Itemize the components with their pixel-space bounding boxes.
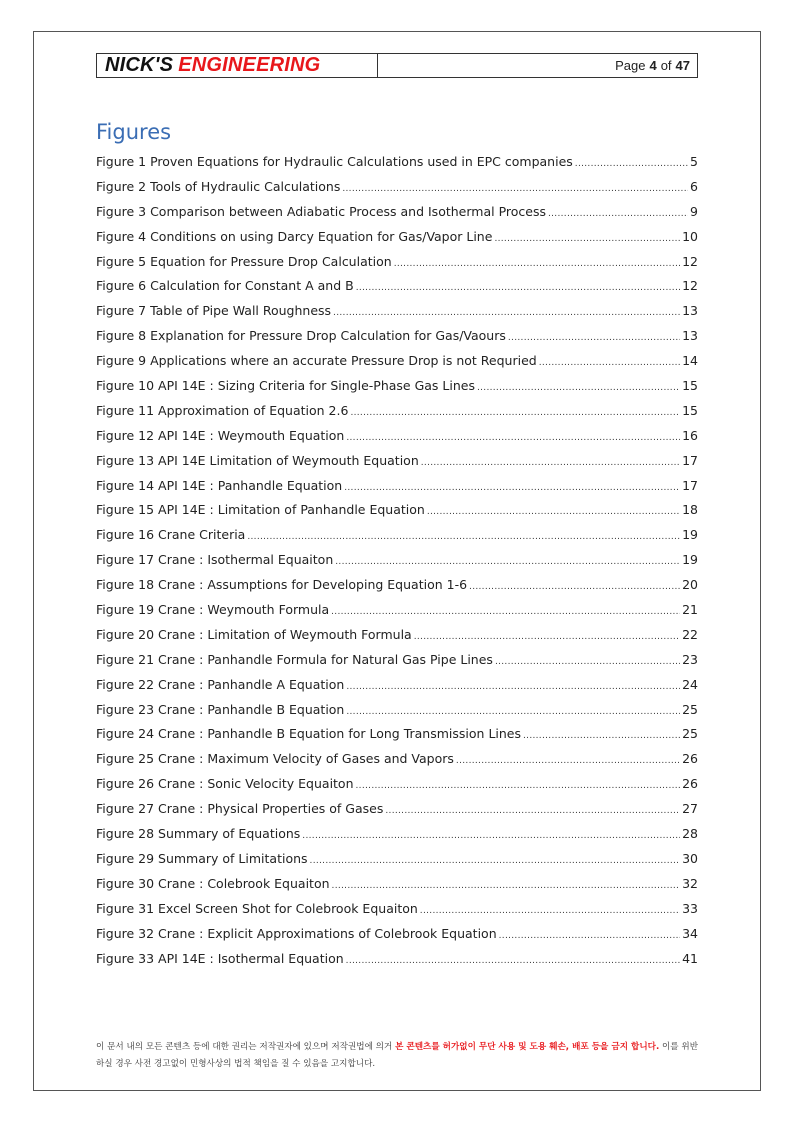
toc-entry-page: 30 xyxy=(682,850,698,866)
toc-entry-label: Figure 32 Crane : Explicit Approximations of Colebrook Equation xyxy=(96,925,497,941)
copyright-text-start: 이 문서 내의 모든 콘텐츠 등에 대한 권리는 저작권자에 있으며 저작권법에 의거 xyxy=(96,1042,396,1052)
copyright-notice xyxy=(96,1039,698,1073)
toc-entry-page: 28 xyxy=(682,826,698,842)
toc-entry[interactable] xyxy=(96,801,698,826)
toc-entry-label: Figure 20 Crane : Limitation of Weymouth Formula xyxy=(96,626,412,642)
toc-entry[interactable] xyxy=(96,552,698,577)
toc-entry-label: Figure 21 Crane : Panhandle Formula for Natural Gas Pipe Lines xyxy=(96,651,493,667)
copyright-warning: 본 콘텐츠를 허가없이 무단 사용 및 도용 훼손, 배포 등을 금지 합니다. xyxy=(395,1042,660,1052)
toc-entry-label: Figure 14 API 14E : Panhandle Equation xyxy=(96,477,343,493)
toc-entry-label: Figure 26 Crane : Sonic Velocity Equaiton xyxy=(96,776,354,792)
toc-entry-label: Figure 11 Approximation of Equation 2.6 xyxy=(96,402,349,418)
toc-entry-label: Figure 31 Excel Screen Shot for Colebrook Equaiton xyxy=(96,900,418,916)
toc-dot-leader xyxy=(310,856,681,866)
toc-dot-leader xyxy=(247,532,680,542)
page-total: 47 xyxy=(675,58,690,73)
toc-entry[interactable] xyxy=(96,677,698,702)
toc-entry-label: Figure 29 Summary of Limitations xyxy=(96,850,308,866)
toc-dot-leader xyxy=(332,881,681,891)
toc-entry-page: 41 xyxy=(682,950,698,966)
toc-dot-leader xyxy=(456,756,680,766)
toc-entry[interactable] xyxy=(96,577,698,602)
toc-entry-page: 17 xyxy=(682,452,698,468)
toc-entry[interactable] xyxy=(96,826,698,851)
toc-entry-page: 23 xyxy=(682,651,698,667)
toc-dot-leader xyxy=(333,308,680,318)
toc-entry-page: 26 xyxy=(682,751,698,767)
section-title: Figures xyxy=(96,120,172,144)
toc-entry-label: Figure 17 Crane : Isothermal Equaiton xyxy=(96,552,334,568)
toc-dot-leader xyxy=(356,283,680,293)
toc-entry-label: Figure 30 Crane : Colebrook Equaiton xyxy=(96,875,330,891)
toc-dot-leader xyxy=(575,159,688,169)
toc-dot-leader xyxy=(394,259,680,269)
toc-entry-label: Figure 33 API 14E : Isothermal Equation xyxy=(96,950,344,966)
toc-dot-leader xyxy=(499,931,680,941)
toc-entry-label: Figure 23 Crane : Panhandle B Equation xyxy=(96,701,345,717)
toc-entry-page: 16 xyxy=(682,427,698,443)
toc-entry[interactable] xyxy=(96,527,698,552)
page-prefix: Page xyxy=(615,58,646,73)
toc-entry[interactable] xyxy=(96,403,698,428)
toc-dot-leader xyxy=(494,234,680,244)
toc-entry-page: 20 xyxy=(682,577,698,593)
toc-entry[interactable] xyxy=(96,229,698,254)
toc-dot-leader xyxy=(346,956,680,966)
toc-dot-leader xyxy=(331,607,680,617)
toc-entry-page: 26 xyxy=(682,776,698,792)
toc-dot-leader xyxy=(495,657,680,667)
toc-dot-leader xyxy=(385,806,680,816)
toc-entry[interactable] xyxy=(96,702,698,727)
toc-entry[interactable] xyxy=(96,602,698,627)
toc-entry-page: 27 xyxy=(682,801,698,817)
toc-entry-label: Figure 25 Crane : Maximum Velocity of Gases and Vapors xyxy=(96,751,454,767)
toc-dot-leader xyxy=(346,707,680,717)
toc-entry[interactable] xyxy=(96,179,698,204)
toc-entry-label: Figure 13 API 14E Limitation of Weymouth Equation xyxy=(96,452,419,468)
brand-name-part2: ENGINEERING xyxy=(178,54,321,76)
toc-entry[interactable] xyxy=(96,652,698,677)
toc-entry[interactable] xyxy=(96,254,698,279)
toc-entry-page: 18 xyxy=(682,502,698,518)
toc-entry-page: 9 xyxy=(690,203,698,219)
brand-name-part1: NICK'S xyxy=(105,54,174,76)
toc-entry[interactable] xyxy=(96,627,698,652)
toc-entry[interactable] xyxy=(96,478,698,503)
toc-entry-page: 19 xyxy=(682,552,698,568)
toc-entry[interactable] xyxy=(96,876,698,901)
page-current: 4 xyxy=(649,58,657,73)
toc-entry-page: 34 xyxy=(682,925,698,941)
toc-entry[interactable] xyxy=(96,278,698,303)
toc-dot-leader xyxy=(548,209,688,219)
toc-entry-page: 14 xyxy=(682,353,698,369)
brand-logo xyxy=(97,54,378,77)
toc-entry-page: 15 xyxy=(682,378,698,394)
toc-dot-leader xyxy=(346,433,680,443)
toc-entry-page: 13 xyxy=(682,303,698,319)
toc-dot-leader xyxy=(356,781,681,791)
toc-dot-leader xyxy=(344,483,680,493)
toc-dot-leader xyxy=(420,906,680,916)
toc-entry-page: 10 xyxy=(682,228,698,244)
toc-dot-leader xyxy=(508,333,680,343)
toc-dot-leader xyxy=(421,458,680,468)
toc-dot-leader xyxy=(477,383,680,393)
toc-entry-label: Figure 24 Crane : Panhandle B Equation for Long Transmission Lines xyxy=(96,726,521,742)
page-number xyxy=(378,54,697,77)
toc-entry-page: 6 xyxy=(690,178,698,194)
toc-entry-label: Figure 8 Explanation for Pressure Drop Calculation for Gas/Vaours xyxy=(96,328,506,344)
toc-entry[interactable] xyxy=(96,303,698,328)
toc-entry-label: Figure 1 Proven Equations for Hydraulic Calculations used in EPC companies xyxy=(96,154,573,169)
page-header xyxy=(96,53,698,78)
toc-dot-leader xyxy=(302,831,680,841)
toc-entry[interactable] xyxy=(96,926,698,951)
toc-entry[interactable] xyxy=(96,378,698,403)
toc-entry-label: Figure 15 API 14E : Limitation of Panhandle Equation xyxy=(96,502,425,518)
toc-dot-leader xyxy=(469,582,680,592)
toc-entry[interactable] xyxy=(96,453,698,478)
toc-dot-leader xyxy=(350,408,680,418)
toc-entry-page: 25 xyxy=(682,726,698,742)
toc-entry-page: 21 xyxy=(682,602,698,618)
toc-entry-label: Figure 16 Crane Criteria xyxy=(96,527,246,543)
toc-entry[interactable] xyxy=(96,353,698,378)
toc-dot-leader xyxy=(335,557,680,567)
toc-entry-label: Figure 22 Crane : Panhandle A Equation xyxy=(96,676,345,692)
toc-dot-leader xyxy=(523,731,680,741)
toc-entry-page: 12 xyxy=(682,278,698,294)
toc-entry-page: 33 xyxy=(682,900,698,916)
toc-entry-label: Figure 18 Crane : Assumptions for Developing Equation 1-6 xyxy=(96,577,468,593)
toc-entry-label: Figure 9 Applications where an accurate Pressure Drop is not Requried xyxy=(96,353,537,369)
toc-entry[interactable] xyxy=(96,328,698,353)
toc-entry[interactable] xyxy=(96,776,698,801)
toc-entry-label: Figure 3 Comparison between Adiabatic Process and Isothermal Process xyxy=(96,203,546,219)
toc-entry-page: 15 xyxy=(682,402,698,418)
toc-entry-page: 5 xyxy=(690,154,698,169)
toc-dot-leader xyxy=(342,184,688,194)
toc-entry[interactable] xyxy=(96,204,698,229)
toc-entry-page: 13 xyxy=(682,328,698,344)
toc-entry-label: Figure 2 Tools of Hydraulic Calculations xyxy=(96,178,341,194)
toc-entry-page: 24 xyxy=(682,676,698,692)
toc-entry[interactable] xyxy=(96,951,698,976)
toc-dot-leader xyxy=(427,507,680,517)
toc-entry-label: Figure 7 Table of Pipe Wall Roughness xyxy=(96,303,332,319)
toc-entry[interactable] xyxy=(96,901,698,926)
toc-entry-label: Figure 27 Crane : Physical Properties of Gases xyxy=(96,801,384,817)
page-of: of xyxy=(660,58,672,73)
toc-entry-page: 32 xyxy=(682,875,698,891)
toc-dot-leader xyxy=(414,632,680,642)
toc-entry-label: Figure 28 Summary of Equations xyxy=(96,826,301,842)
toc-entry-page: 17 xyxy=(682,477,698,493)
toc-entry[interactable] xyxy=(96,154,698,179)
toc-entry-label: Figure 12 API 14E : Weymouth Equation xyxy=(96,427,345,443)
toc-entry[interactable] xyxy=(96,502,698,527)
toc-entry[interactable] xyxy=(96,428,698,453)
toc-entry-label: Figure 19 Crane : Weymouth Formula xyxy=(96,602,330,618)
toc-entry-label: Figure 5 Equation for Pressure Drop Calculation xyxy=(96,253,392,269)
toc-entry-page: 12 xyxy=(682,253,698,269)
figures-list xyxy=(96,154,698,975)
toc-entry-label: Figure 10 API 14E : Sizing Criteria for Single-Phase Gas Lines xyxy=(96,378,475,394)
toc-entry-label: Figure 4 Conditions on using Darcy Equation for Gas/Vapor Line xyxy=(96,228,493,244)
toc-entry[interactable] xyxy=(96,726,698,751)
toc-entry-page: 25 xyxy=(682,701,698,717)
toc-entry-page: 19 xyxy=(682,527,698,543)
copyright-text-end: 이를 위반 하실 경우 사전 경고없이 민형사상의 법적 책임을 질 수 있음을 고지합니다. xyxy=(96,1042,698,1069)
toc-dot-leader xyxy=(346,682,680,692)
toc-entry-page: 22 xyxy=(682,626,698,642)
toc-entry-label: Figure 6 Calculation for Constant A and B xyxy=(96,278,354,294)
toc-dot-leader xyxy=(539,358,680,368)
toc-entry[interactable] xyxy=(96,851,698,876)
toc-entry[interactable] xyxy=(96,751,698,776)
